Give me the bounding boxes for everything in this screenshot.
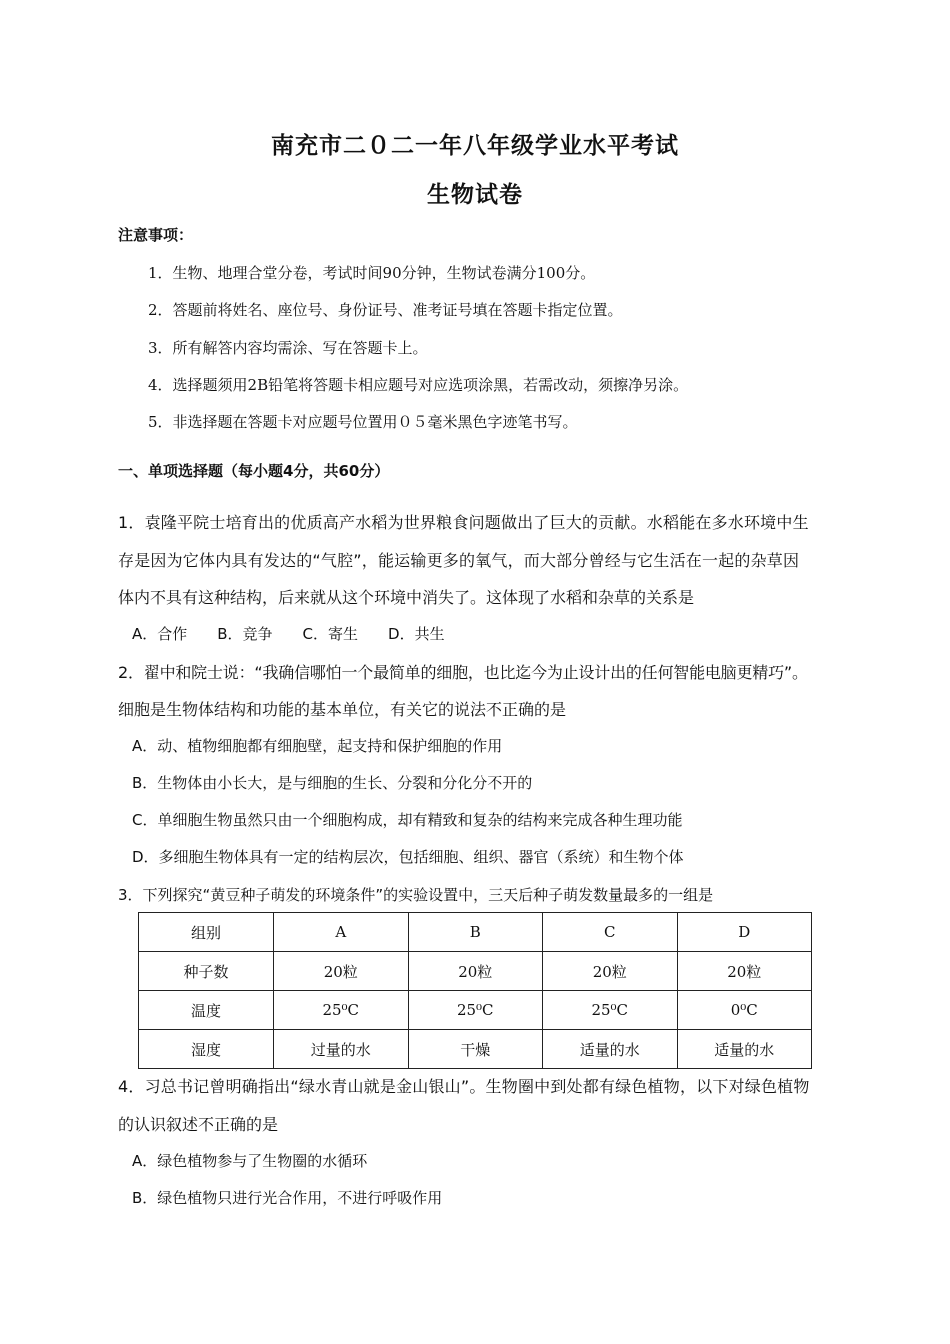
table-cell: B	[408, 913, 543, 952]
question-2-line: 2．翟中和院士说：“我确信哪怕一个最简单的细胞，也比迄今为止设计出的任何智能电脑更精巧”。	[118, 663, 808, 682]
table-cell: 适量的水	[543, 1030, 678, 1069]
table-cell: 适量的水	[677, 1030, 812, 1069]
table-cell: A	[274, 913, 409, 952]
table-cell: D	[677, 913, 812, 952]
exam-subtitle: 生物试卷	[427, 182, 523, 208]
question-4-line: 的认识叙述不正确的是	[118, 1115, 279, 1134]
notice-item: 3．所有解答内容均需涂、写在答题卡上。	[148, 339, 428, 357]
question-1-line: 体内不具有这种结构，后来就从这个环境中消失了。这体现了水稻和杂草的关系是	[118, 588, 695, 607]
table-cell: 过量的水	[274, 1030, 409, 1069]
notice-item: 2．答题前将姓名、座位号、身份证号、准考证号填在答题卡指定位置。	[148, 301, 623, 319]
table-cell: 干燥	[408, 1030, 543, 1069]
table-header-row	[139, 913, 812, 952]
table-row	[139, 1030, 812, 1069]
question-1-line: 1．袁隆平院士培育出的优质高产水稻为世界粮食问题做出了巨大的贡献。水稻能在多水环境中生	[118, 513, 809, 532]
exam-title: 南充市二０二一年八年级学业水平考试	[271, 133, 679, 159]
question-3-stem: 3．下列探究“黄豆种子萌发的环境条件”的实验设置中，三天后种子萌发数量最多的一组是	[118, 886, 714, 904]
section-heading: 一、单项选择题（每小题4分，共60分）	[118, 462, 390, 480]
notice-heading: 注意事项：	[118, 226, 194, 244]
question-2-option: A．动、植物细胞都有细胞壁，起支持和保护细胞的作用	[132, 737, 503, 755]
notice-item: 5．非选择题在答题卡对应题号位置用０５毫米黑色字迹笔书写。	[148, 413, 578, 431]
table-row	[139, 952, 812, 991]
question-1-options: A．合作 B．竞争 C．寄生 D．共生	[132, 625, 445, 643]
question-2-option: B．生物体由小长大，是与细胞的生长、分裂和分化分不开的	[132, 774, 533, 792]
table-cell: 25⁰C	[543, 991, 678, 1030]
table-cell: 组别	[139, 913, 274, 952]
table-cell: 20粒	[677, 952, 812, 991]
table-cell: 20粒	[274, 952, 409, 991]
question-4-option: A．绿色植物参与了生物圈的水循环	[132, 1152, 368, 1170]
table-cell: 20粒	[543, 952, 678, 991]
table-cell: 温度	[139, 991, 274, 1030]
question-1-line: 存是因为它体内具有发达的“气腔”，能运输更多的氧气，而大部分曾经与它生活在一起的杂草因	[118, 551, 800, 570]
question-2-option: D．多细胞生物体具有一定的结构层次，包括细胞、组织、器官（系统）和生物个体	[132, 848, 684, 866]
table-row	[139, 991, 812, 1030]
seed-experiment-table	[138, 912, 812, 1069]
table-cell: 20粒	[408, 952, 543, 991]
question-4-line: 4．习总书记曾明确指出“绿水青山就是金山银山”。生物圈中到处都有绿色植物，以下对绿色植物	[118, 1077, 810, 1096]
table-cell: 种子数	[139, 952, 274, 991]
question-2-line: 细胞是生物体结构和功能的基本单位，有关它的说法不正确的是	[118, 700, 567, 719]
table-cell: 湿度	[139, 1030, 274, 1069]
notice-item: 1．生物、地理合堂分卷，考试时间90分钟，生物试卷满分100分。	[148, 264, 596, 282]
table-cell: C	[543, 913, 678, 952]
table-cell: 25⁰C	[274, 991, 409, 1030]
question-2-option: C．单细胞生物虽然只由一个细胞构成，却有精致和复杂的结构来完成各种生理功能	[132, 811, 683, 829]
question-4-option: B．绿色植物只进行光合作用，不进行呼吸作用	[132, 1189, 443, 1207]
table-cell: 0⁰C	[677, 991, 812, 1030]
table-cell: 25⁰C	[408, 991, 543, 1030]
notice-item: 4．选择题须用2B铅笔将答题卡相应题号对应选项涂黑，若需改动，须擦净另涂。	[148, 376, 689, 394]
